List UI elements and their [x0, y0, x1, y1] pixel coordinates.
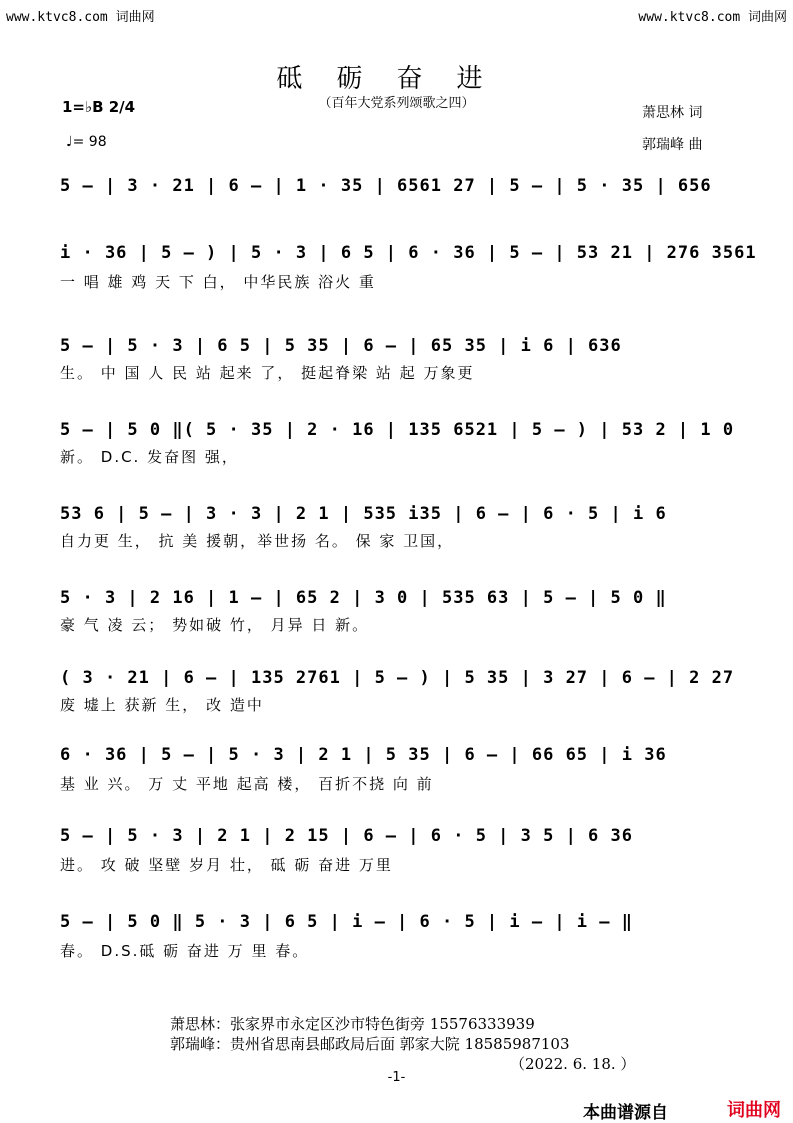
lyricist-credit: 萧思林 词	[642, 105, 703, 121]
notation: 5 – | 5 · 3 | 2 1 | 2 15 | 6 – | 6 · 5 | 3 5 | 6 36	[60, 826, 633, 846]
lyrics: 生。 中 国 人 民 站 起来 了， 挺起脊梁 站 起 万象更	[60, 364, 475, 382]
tempo-marking: ♩= 98	[66, 134, 107, 150]
key-signature: 1=♭B 2/4	[62, 98, 136, 116]
watermark-left: www.ktvc8.com 词曲网	[6, 10, 155, 25]
notation: 5 – | 3 · 21 | 6 – | 1 · 35 | 6561 27 | 5 – | 5 · 35 | 656	[60, 176, 712, 196]
watermark-right: www.ktvc8.com 词曲网	[638, 10, 787, 25]
composer-credit: 郭瑞峰 曲	[642, 137, 703, 153]
lyrics: 基 业 兴。 万 丈 平地 起高 楼， 百折不挠 向 前	[60, 775, 434, 793]
lyrics: 豪 气 凌 云； 势如破 竹， 月异 日 新。	[60, 616, 370, 634]
notation: 5 – | 5 0 ‖( 5 · 35 | 2 · 16 | 135 6521 | 5 – ) | 53 2 | 1 0	[60, 420, 735, 440]
notation: 53 6 | 5 – | 3 · 3 | 2 1 | 535 i35 | 6 – | 6 · 5 | i 6	[60, 504, 667, 524]
composer-contact: 郭瑞峰：贵州省思南县邮政局后面 郭家大院 18585987103	[170, 1035, 570, 1053]
lyrics: 春。 D.S.砥 砺 奋进 万 里 春。	[60, 942, 310, 960]
lyrics: 进。 攻 破 坚壁 岁月 壮， 砥 砺 奋进 万里	[60, 856, 393, 874]
notation: ( 3 · 21 | 6 – | 135 2761 | 5 – ) | 5 35 | 3 27 | 6 – | 2 27	[60, 668, 735, 688]
page-number: -1-	[387, 1070, 406, 1085]
lyrics: 废 墟上 获新 生， 改 造中	[60, 696, 264, 714]
notation: 5 · 3 | 2 16 | 1 – | 65 2 | 3 0 | 535 63 | 5 – | 5 0 ‖	[60, 588, 667, 608]
notation: 6 · 36 | 5 – | 5 · 3 | 2 1 | 5 35 | 6 – | 66 65 | i 36	[60, 745, 667, 765]
brand-logo: 词曲网	[727, 1100, 781, 1121]
song-title: 砥砺奋进	[276, 64, 517, 94]
notation: 5 – | 5 0 ‖ 5 · 3 | 6 5 | i – | 6 · 5 | i – | i – ‖	[60, 912, 633, 932]
lyrics: 自力更 生， 抗 美 援朝，举世扬 名。 保 家 卫国，	[60, 532, 455, 550]
source-label: 本曲谱源自	[583, 1103, 668, 1123]
lyrics: 新。 D.C. 发奋图 强，	[60, 448, 239, 466]
song-subtitle: （百年大党系列颂歌之四）	[318, 96, 475, 111]
lyrics: 一 唱 雄 鸡 天 下 白， 中华民族 浴火 重	[60, 273, 376, 291]
date: （2022. 6. 18. ）	[510, 1055, 636, 1073]
notation: 5 – | 5 · 3 | 6 5 | 5 35 | 6 – | 65 35 | i 6 | 636	[60, 336, 622, 356]
lyricist-contact: 萧思林：张家界市永定区沙市特色街旁 15576333939	[170, 1015, 535, 1033]
notation: i · 36 | 5 – ) | 5 · 3 | 6 5 | 6 · 36 | 5 – | 53 21 | 276 3561	[60, 243, 757, 263]
